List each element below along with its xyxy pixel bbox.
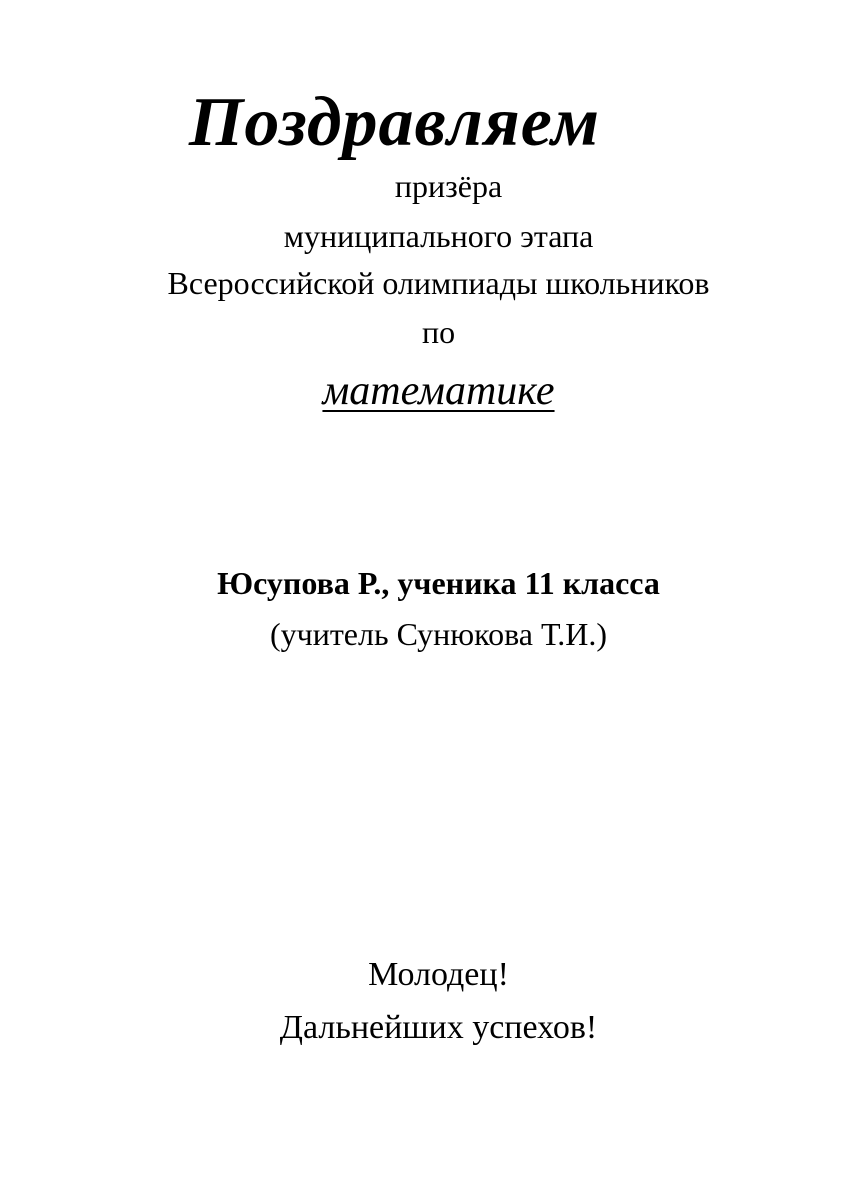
wish-text: Дальнейших успехов! bbox=[279, 1009, 598, 1046]
intro-line-stage: муниципального этапа bbox=[283, 218, 594, 254]
teacher-name: (учитель Сунюкова Т.И.) bbox=[269, 616, 608, 652]
student-name: Юсупова Р., ученика 11 класса bbox=[217, 565, 660, 601]
praise-text: Молодец! bbox=[368, 956, 509, 993]
subject-line bbox=[14, 370, 849, 412]
intro-line-prize-winner: призёра bbox=[394, 168, 503, 204]
intro-line-olympiad: Всероссийской олимпиады школьников bbox=[167, 265, 710, 301]
congratulations-heading: Поздравляем bbox=[188, 84, 601, 161]
intro-line-preposition: по bbox=[421, 314, 456, 350]
subject-text: математике bbox=[322, 368, 555, 414]
